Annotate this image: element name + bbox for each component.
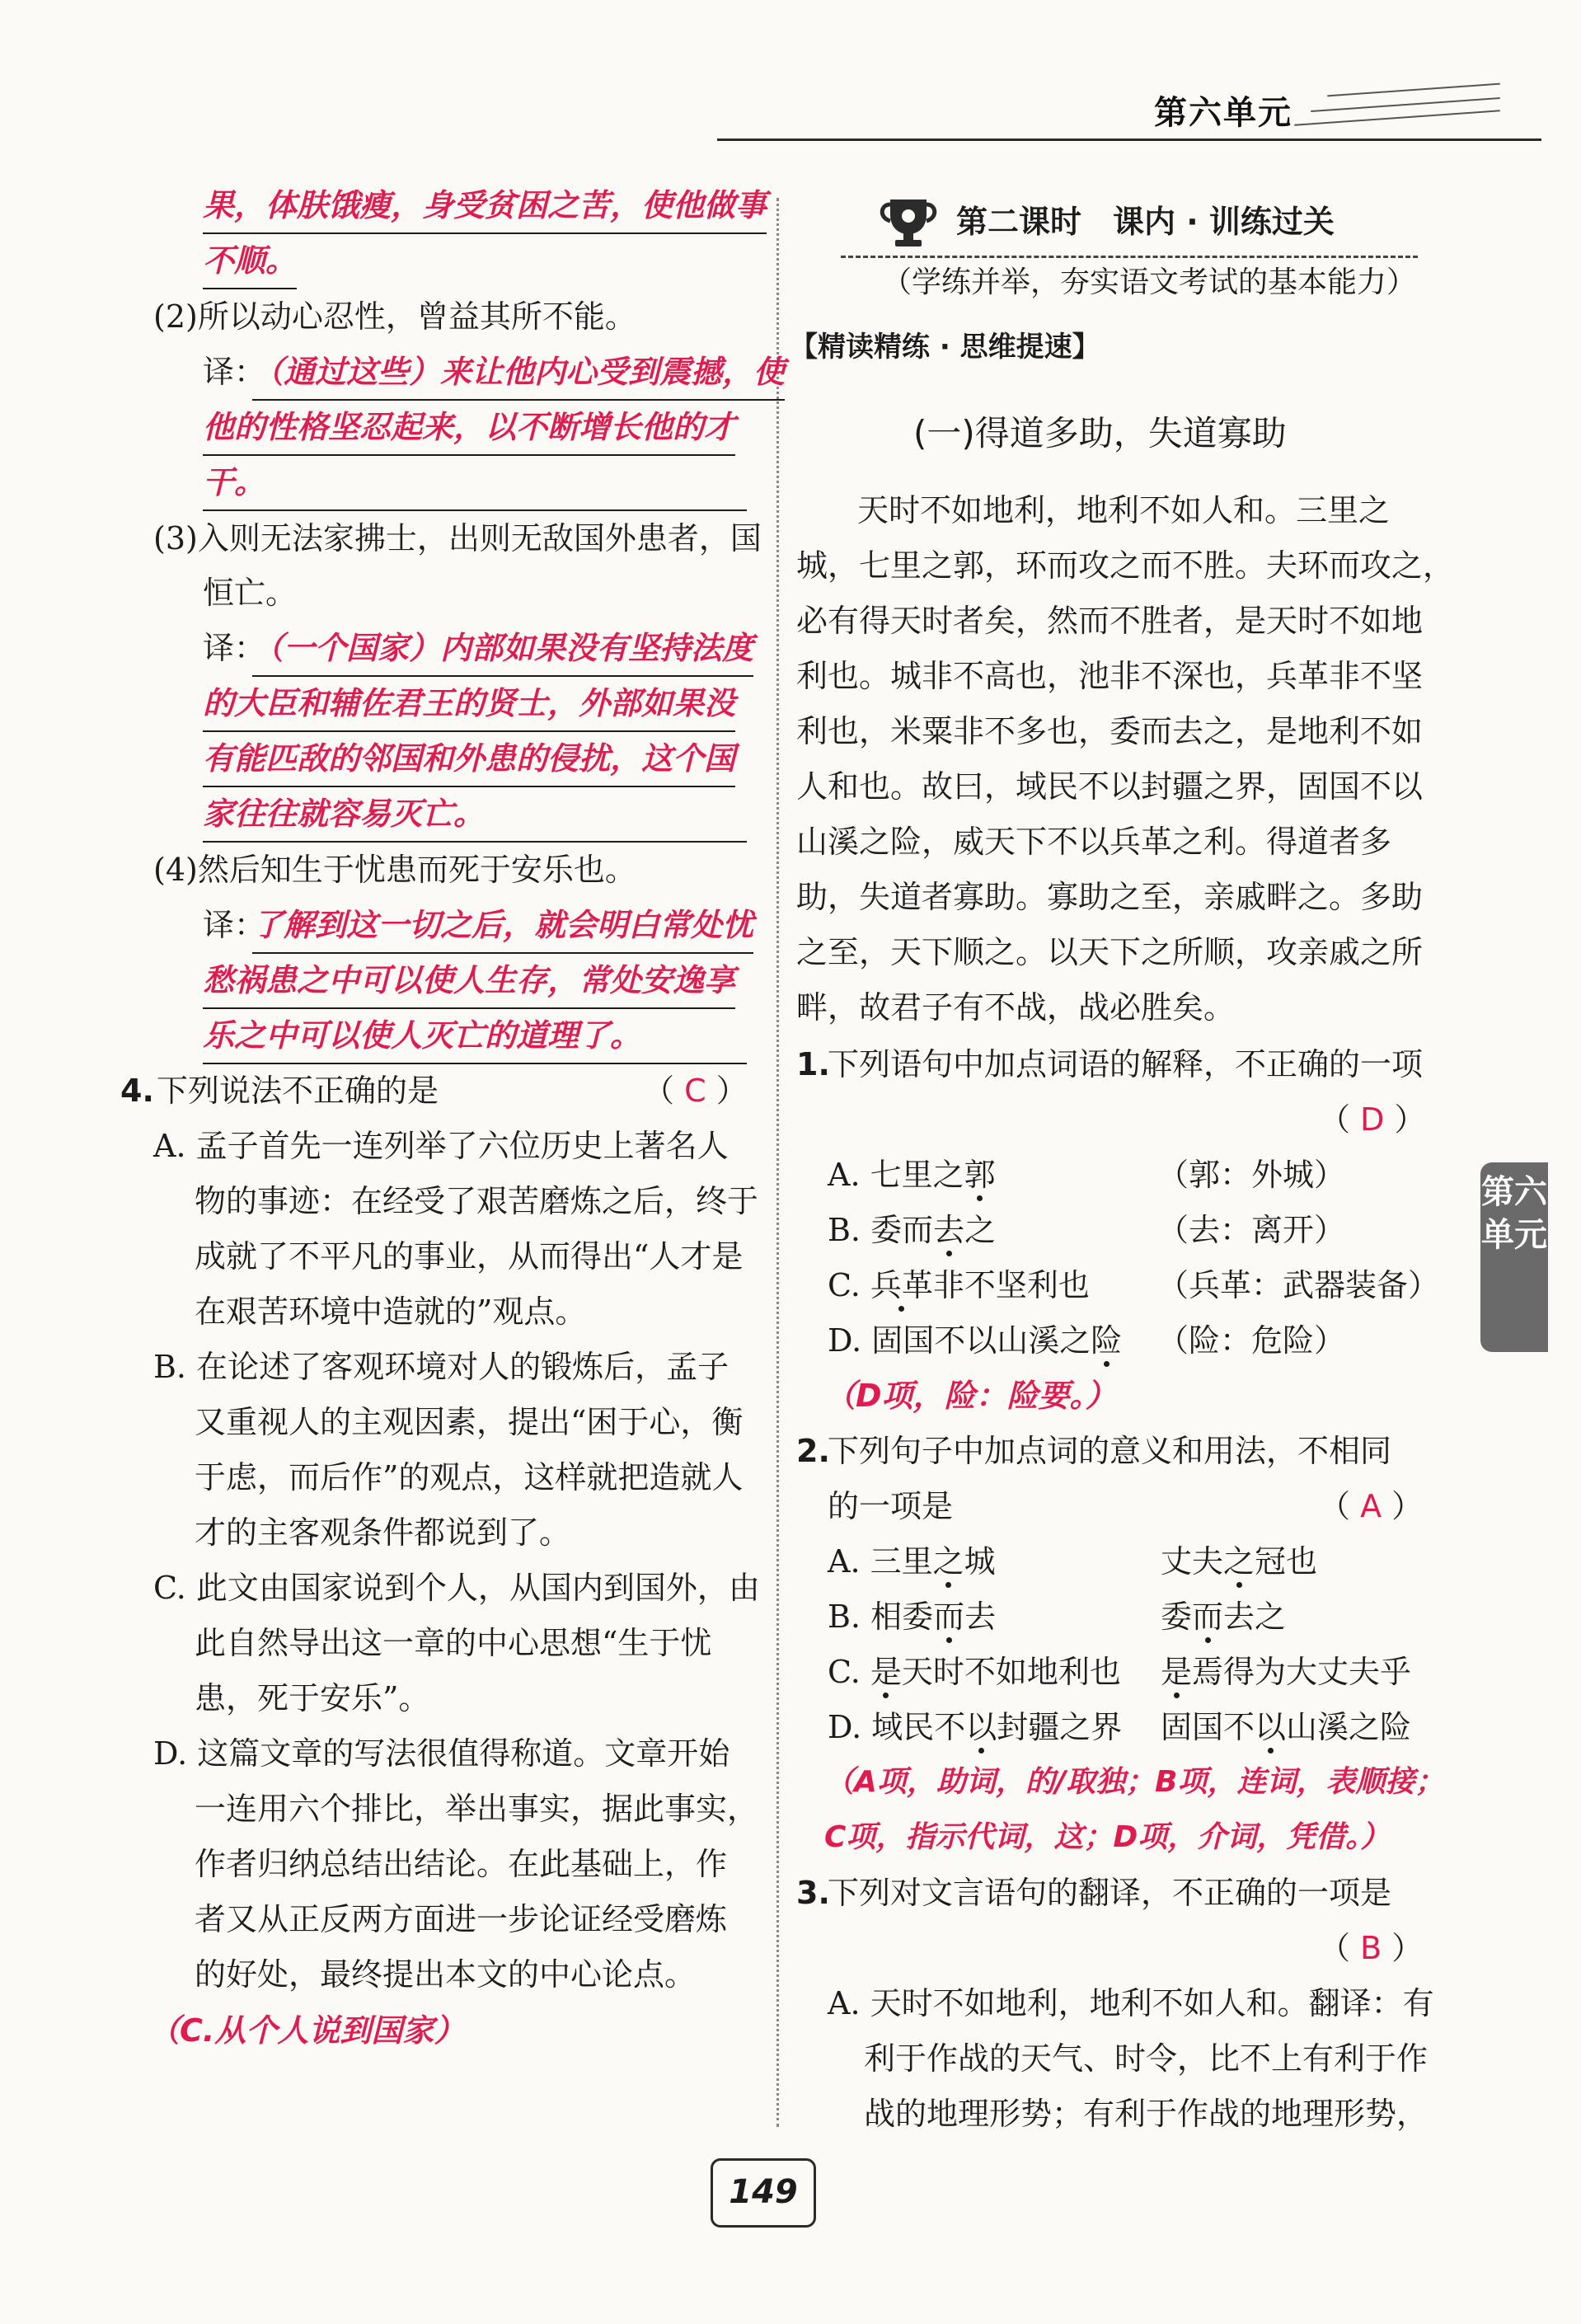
q4-answer: C [684, 1073, 706, 1109]
passage-line-10: 畔，故君子有不战，战必胜矣。 [796, 989, 1236, 1026]
q4-option-c-line-3: 患，死于安乐”。 [195, 1680, 430, 1716]
q4-option-a-line-4: 在艰苦环境中造就的”观点。 [195, 1293, 587, 1330]
q3r-option-a-line-1: A. 天时不如地利，地利不如人和。翻译：有 [828, 1985, 1434, 2021]
trophy-icon [875, 195, 941, 249]
q3-item-2-trans-1: （通过这些）来让他内心受到震撼，使 [252, 348, 785, 401]
q1-option-a-gloss: （郭：外城） [1157, 1157, 1346, 1193]
passage-line-5: 利也，米粟非不多也，委而去之，是地利不如 [796, 713, 1424, 749]
q3-item-2-trans-3: 干。 [203, 458, 747, 511]
q2-option-a-left: A. 三里之城 [828, 1543, 996, 1580]
q3-item-4-trans-1: 了解到这一切之后，就会明白常处忧 [252, 901, 753, 954]
lesson-title-rule [841, 256, 1418, 258]
q1-number: 1. [796, 1046, 830, 1082]
q1-option-c-gloss: （兵革：武器装备） [1157, 1267, 1440, 1303]
q1-option-d: D. 固国不以山溪之险 [828, 1322, 1123, 1359]
q1-option-c: C. 兵革非不坚利也 [828, 1267, 1090, 1303]
passage-line-2: 城，七里之郭，环而攻之而不胜。夫环而攻之， [796, 547, 1455, 584]
q3-item-3-trans-1: （一个国家）内部如果没有坚持法度 [252, 624, 753, 677]
q3r-answer: B [1360, 1930, 1382, 1966]
q4-option-d-line-4: 者又从正反两方面进一步论证经受磨炼 [195, 1901, 728, 1937]
q4-option-a-line-3: 成就了不平凡的事业，从而得出“人才是 [195, 1238, 744, 1275]
q2-option-d-right: 固国不以山溪之险 [1161, 1709, 1412, 1745]
passage-line-6: 人和也。故曰，域民不以封疆之界，固国不以 [796, 768, 1424, 805]
q3-item-4-trans-2: 愁祸患之中可以使人生存，常处安逸享 [203, 956, 735, 1009]
q4-option-b-line-2: 又重视人的主观因素，提出“困于心，衡 [195, 1404, 744, 1440]
q2-number: 2. [796, 1433, 830, 1469]
q3r-number: 3. [796, 1875, 830, 1911]
q3-item-4: (4)然后知生于忧患而死于安乐也。 [153, 852, 636, 888]
page-number: 149 [729, 2173, 798, 2211]
passage-line-7: 山溪之险，威天下不以兵革之利。得道者多 [796, 824, 1392, 860]
q3r-option-a-line-3: 战的地理形势；有利于作战的地理形势， [864, 2096, 1429, 2132]
q2-option-c-left: C. 是天时不如地利也 [828, 1654, 1121, 1690]
q4-option-b-line-3: 于虑，而后作”的观点，这样就把造就人 [195, 1459, 744, 1495]
q4-option-d-line-1: D. 这篇文章的写法很值得称道。文章开始 [153, 1735, 730, 1772]
unit-title: 第六单元 [1154, 94, 1292, 132]
q2-stem-line-1: 下列句子中加点词的意义和用法，不相同 [828, 1433, 1392, 1469]
q4-option-a-line-1: A. 孟子首先一连列举了六位历史上著名人 [153, 1128, 729, 1164]
lesson-title: 第二课时 课内 · 训练过关 [956, 204, 1335, 240]
q4-option-d-line-3: 作者归纳总结出结论。在此基础上，作 [195, 1846, 728, 1882]
q2-option-a-right: 丈夫之冠也 [1161, 1543, 1318, 1580]
side-tab [1480, 1162, 1548, 1352]
q1-answer: D [1360, 1101, 1385, 1138]
q2-option-c-right: 是焉得为大丈夫乎 [1161, 1654, 1412, 1690]
q1-option-d-gloss: （险：危险） [1157, 1322, 1346, 1359]
q2-option-b-right: 委而去之 [1161, 1599, 1287, 1635]
column-divider [776, 198, 779, 2127]
q3-item-3-line-2: 恒亡。 [203, 575, 298, 611]
q3r-answer-box: （ B ） [1319, 1930, 1424, 1966]
q3-item-2-trans-2: 他的性格坚忍起来，以不断增长他的才 [203, 403, 735, 456]
q3-item-3-label: 译： [203, 630, 266, 666]
q4-stem: 下列说法不正确的是 [157, 1073, 439, 1109]
lesson-subtitle: （学练并举，夯实语文考试的基本能力） [882, 265, 1417, 299]
q3-cont-line-1: 果，体肤饿瘦，身受贫困之苦，使他做事 [203, 181, 767, 234]
q3-item-3-line-1: (3)入则无法家拂士，出则无敌国外患者，国 [153, 520, 762, 556]
q2-option-b-left: B. 相委而去 [828, 1599, 997, 1635]
q3-item-3-trans-2: 的大臣和辅佐君王的贤士，外部如果没 [203, 679, 735, 732]
q3-item-2: (2)所以动心忍性，曾益其所不能。 [153, 298, 636, 335]
q3-item-3-trans-3: 有能匹敌的邻国和外患的侵扰，这个国 [203, 735, 735, 787]
q1-option-b: B. 委而去之 [828, 1212, 997, 1248]
q3-item-3-trans-4: 家往往就容易灭亡。 [203, 790, 747, 843]
q4-number: 4. [120, 1073, 154, 1109]
passage-line-1: 天时不如地利，地利不如人和。三里之 [857, 492, 1391, 528]
q4-option-c-line-1: C. 此文由国家说到个人，从国内到国外，由 [153, 1570, 760, 1606]
q3-cont-line-2: 不顺。 [203, 237, 297, 289]
q1-option-b-gloss: （去：离开） [1157, 1212, 1346, 1248]
q4-option-c-line-2: 此自然导出这一章的中心思想“生于忧 [195, 1625, 712, 1661]
q4-option-b-line-4: 才的主客观条件都说到了。 [195, 1514, 571, 1551]
passage-line-9: 之至，天下顺之。以天下之所顺，攻亲戚之所 [796, 934, 1424, 970]
side-tab-label: 第六单元 [1481, 1173, 1547, 1254]
q2-note-line-2: C项，指示代词，这；D项，介词，凭借。） [824, 1820, 1391, 1854]
passage-line-8: 助，失道者寡助。寡助之至，亲戚畔之。多助 [796, 879, 1424, 915]
q4-answer-box: （ C ） [643, 1073, 748, 1109]
q3r-option-a-line-2: 利于作战的天气、时令，比不上有利于作 [864, 2040, 1429, 2077]
q4-note: （C.从个人说到国家） [148, 2012, 466, 2049]
q2-answer: A [1360, 1488, 1382, 1524]
q3r-stem: 下列对文言语句的翻译，不正确的一项是 [828, 1875, 1392, 1911]
header-rules [717, 66, 1581, 148]
q2-note-line-1: （A项，助词，的/取独；B项，连词，表顺接； [824, 1765, 1445, 1799]
passage-line-4: 利也。城非不高也，池非不深也，兵革非不坚 [796, 658, 1424, 694]
page-number-box [711, 2158, 816, 2228]
q1-answer-box: （ D ） [1319, 1101, 1426, 1138]
q1-option-a: A. 七里之郭 [828, 1157, 996, 1193]
q2-option-d-left: D. 域民不以封疆之界 [828, 1709, 1123, 1745]
passage-title: (一)得道多助，失道寡助 [913, 413, 1287, 453]
q2-stem-line-2: 的一项是 [828, 1488, 954, 1524]
q2-answer-box: （ A ） [1319, 1488, 1424, 1524]
q3-item-2-label: 译： [203, 354, 266, 390]
section-tag: 【精读精练 · 思维提速】 [790, 331, 1100, 364]
q1-stem: 下列语句中加点词语的解释，不正确的一项 [828, 1046, 1424, 1082]
q1-note: （D项，险：险要。） [824, 1378, 1117, 1414]
q4-option-a-line-2: 物的事迹：在经受了艰苦磨炼之后，终于 [195, 1183, 759, 1219]
q4-option-d-line-5: 的好处，最终提出本文的中心论点。 [195, 1956, 697, 1993]
q3-item-4-label: 译： [203, 907, 266, 943]
q4-option-b-line-1: B. 在论述了客观环境对人的锻炼后，孟子 [153, 1349, 730, 1385]
q4-option-d-line-2: 一连用六个排比，举出事实，据此事实， [195, 1791, 759, 1827]
q3-item-4-trans-3: 乐之中可以使人灭亡的道理了。 [203, 1012, 747, 1064]
passage-line-3: 必有得天时者矣，然而不胜者，是天时不如地 [796, 603, 1424, 639]
